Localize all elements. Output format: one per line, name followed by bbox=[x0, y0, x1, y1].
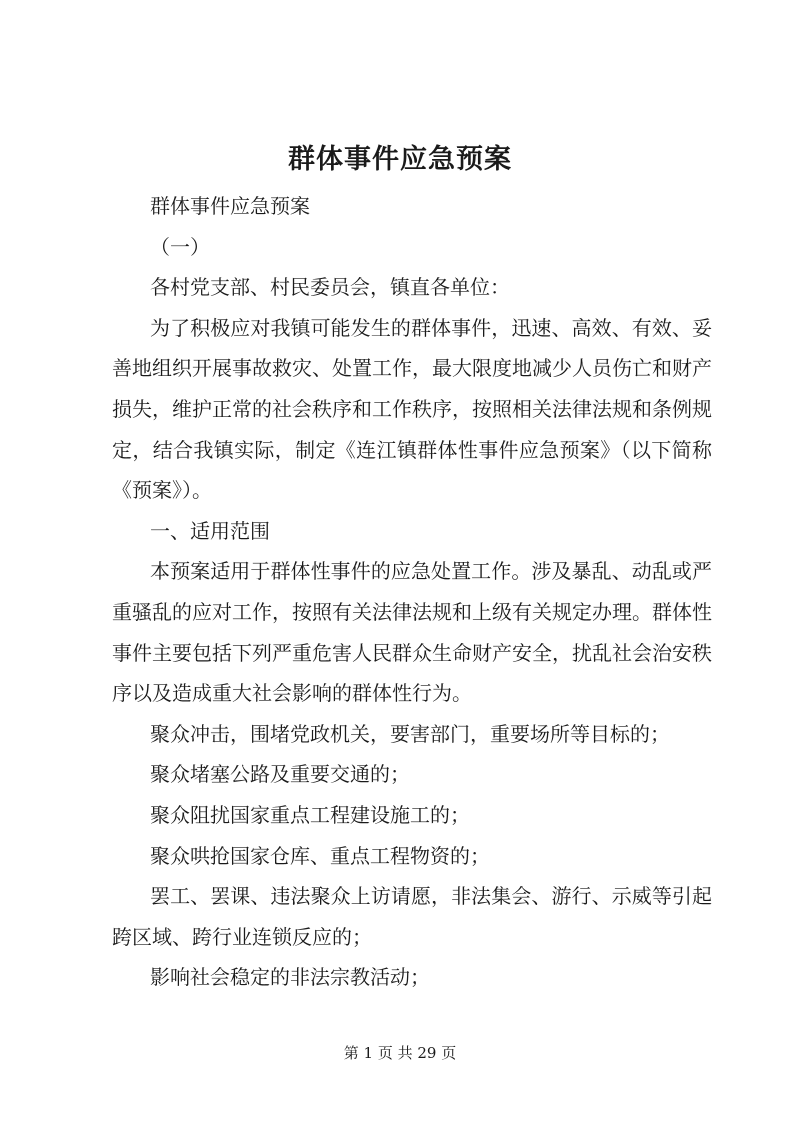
document-body bbox=[112, 186, 712, 998]
paragraph-item: 聚众哄抢国家仓库、重点工程物资的； bbox=[150, 843, 490, 868]
paragraph-salutation: 各村党支部、村民委员会，镇直各单位： bbox=[150, 275, 510, 300]
paragraph-item: 聚众堵塞公路及重要交通的； bbox=[150, 762, 410, 787]
paragraph-heading-scope: 一、适用范围 bbox=[150, 518, 270, 543]
paragraph-subtitle: 群体事件应急预案 bbox=[150, 194, 310, 218]
paragraph-section-number: （一） bbox=[150, 234, 210, 259]
paragraph-item: 影响社会稳定的非法宗教活动； bbox=[150, 965, 430, 990]
paragraph-item: 聚众阻扰国家重点工程建设施工的； bbox=[150, 802, 470, 827]
paragraph-item: 罢工、罢课、违法聚众上访请愿，非法集会、游行、示威等引起跨区域、跨行业连锁反应的； bbox=[112, 884, 712, 949]
paragraph-item: 聚众冲击，围堵党政机关，要害部门，重要场所等目标的； bbox=[150, 721, 670, 746]
page-title: 群体事件应急预案 bbox=[288, 144, 512, 175]
paragraph-purpose: 为了积极应对我镇可能发生的群体事件，迅速、高效、有效、妥善地组织开展事故救灾、处置工作，最大限度地减少人员伤亡和财产损失，维护正常的社会秩序和工作秩序，按照相关法律法规和条例规定，结合我镇实际，制定《连江镇群体性事件应急预案》（以下简称《预案》）。 bbox=[112, 315, 712, 503]
page-number: 第 1 页 共 29 页 bbox=[343, 1044, 457, 1062]
paragraph-scope: 本预案适用于群体性事件的应急处置工作。涉及暴乱、动乱或严重骚乱的应对工作，按照有关法律法规和上级有关规定办理。群体性事件主要包括下列严重危害人民群众生命财产安全，扰乱社会治安秩序以及造成重大社会影响的群体性行为。 bbox=[112, 559, 712, 706]
